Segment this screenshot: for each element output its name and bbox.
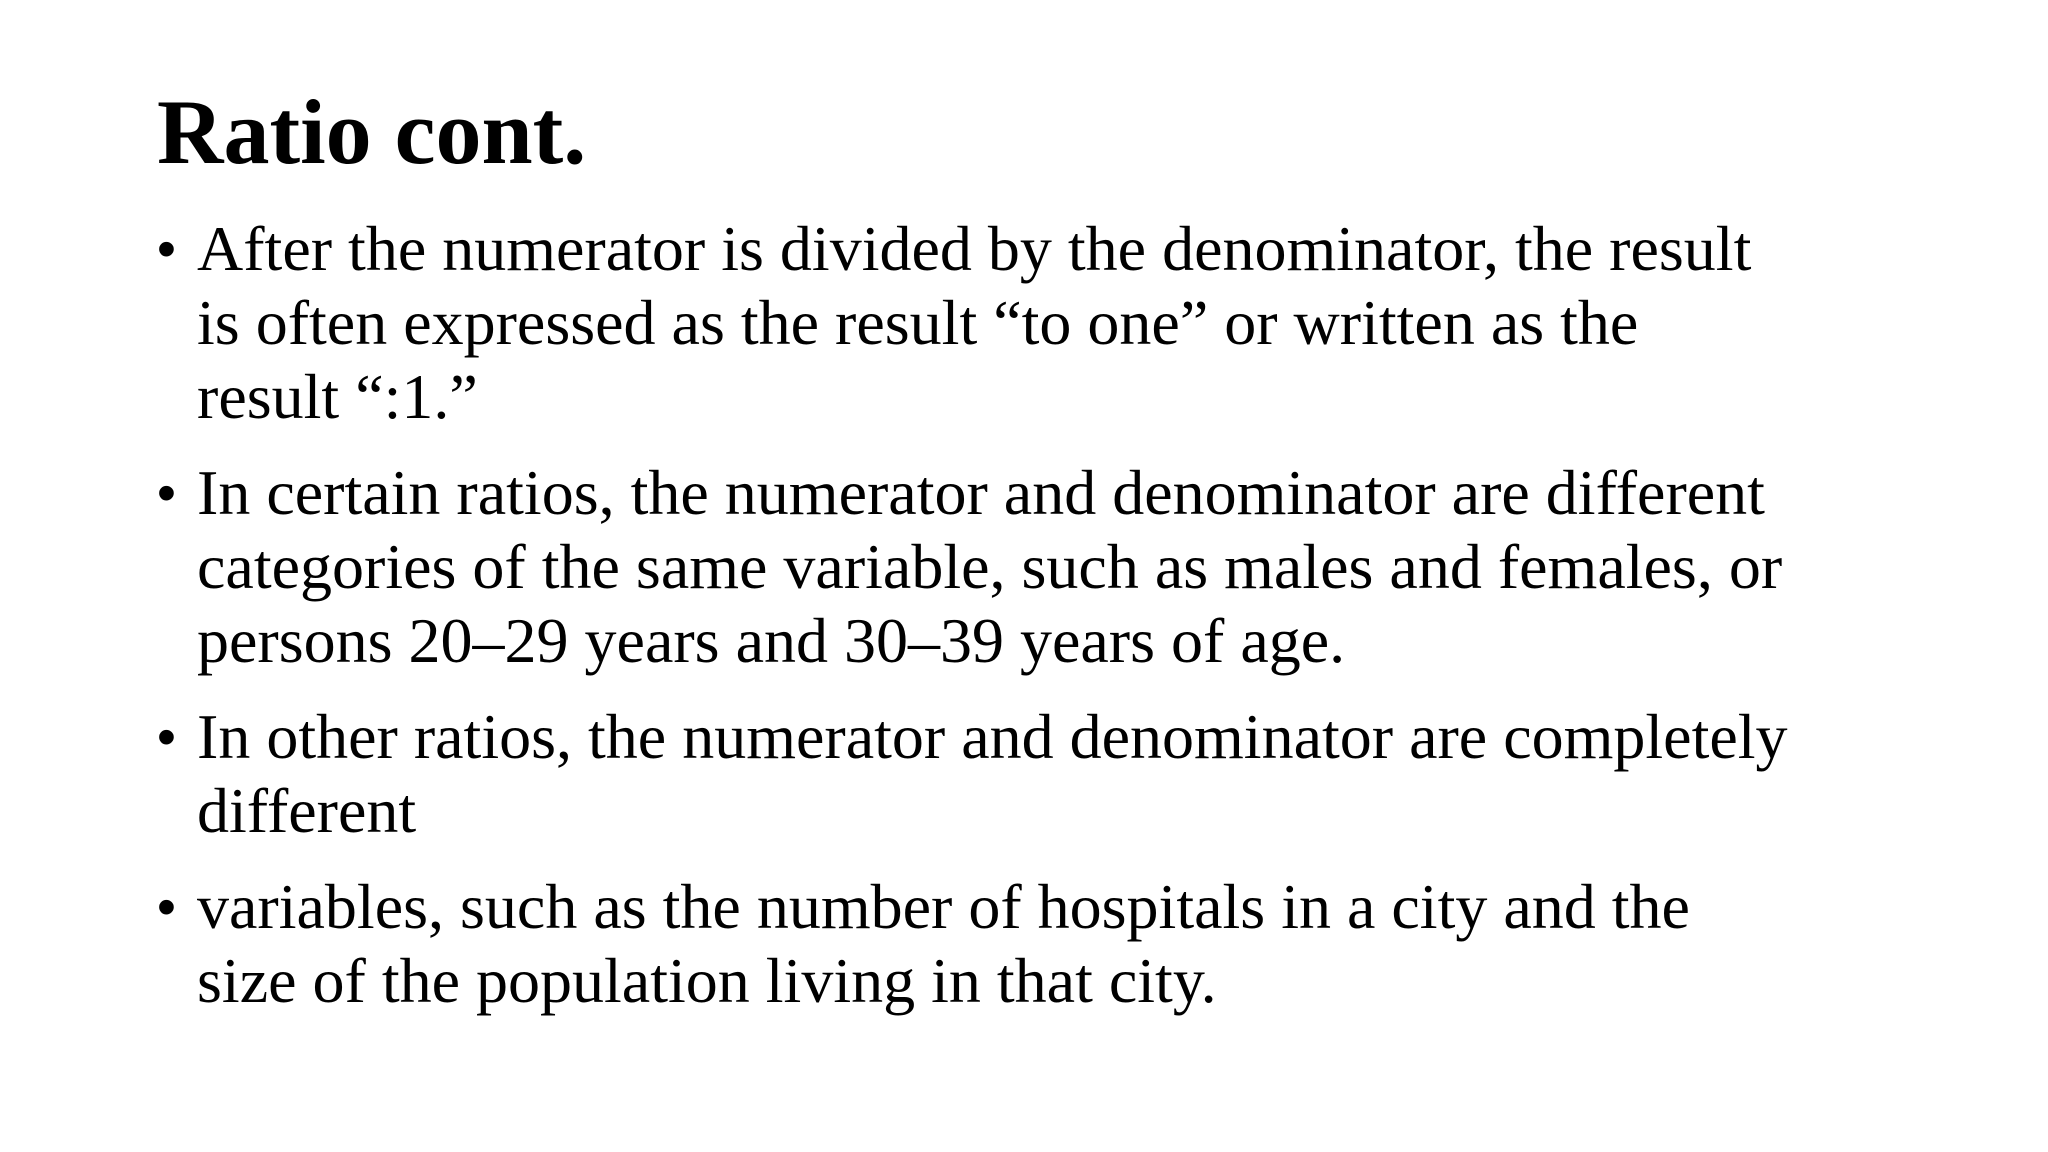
bullet-line: variables, such as the number of hospitals in a city and the: [197, 871, 1690, 942]
bullet-dot-icon: •: [157, 877, 176, 937]
bullet-line: In other ratios, the numerator and denominator are completely: [197, 701, 1788, 772]
bullet-item: [157, 456, 1917, 678]
bullet-list: [157, 212, 1917, 1040]
bullet-line: is often expressed as the result “to one” or written as the: [197, 287, 1639, 358]
bullet-line: categories of the same variable, such as males and females, or: [197, 531, 1783, 602]
bullet-dot-icon: •: [157, 219, 176, 279]
bullet-item: [157, 212, 1917, 434]
bullet-line: In certain ratios, the numerator and denominator are different: [197, 457, 1765, 528]
bullet-line: size of the population living in that city.: [197, 945, 1217, 1016]
slide-title: Ratio cont.: [157, 81, 587, 183]
bullet-dot-icon: •: [157, 463, 176, 523]
bullet-item: [157, 700, 1917, 848]
bullet-line: After the numerator is divided by the denominator, the result: [197, 213, 1752, 284]
bullet-line: different: [197, 775, 417, 846]
bullet-line: persons 20–29 years and 30–39 years of age.: [197, 605, 1346, 676]
bullet-dot-icon: •: [157, 707, 176, 767]
bullet-line: result “:1.”: [197, 361, 478, 432]
bullet-item: [157, 870, 1917, 1018]
